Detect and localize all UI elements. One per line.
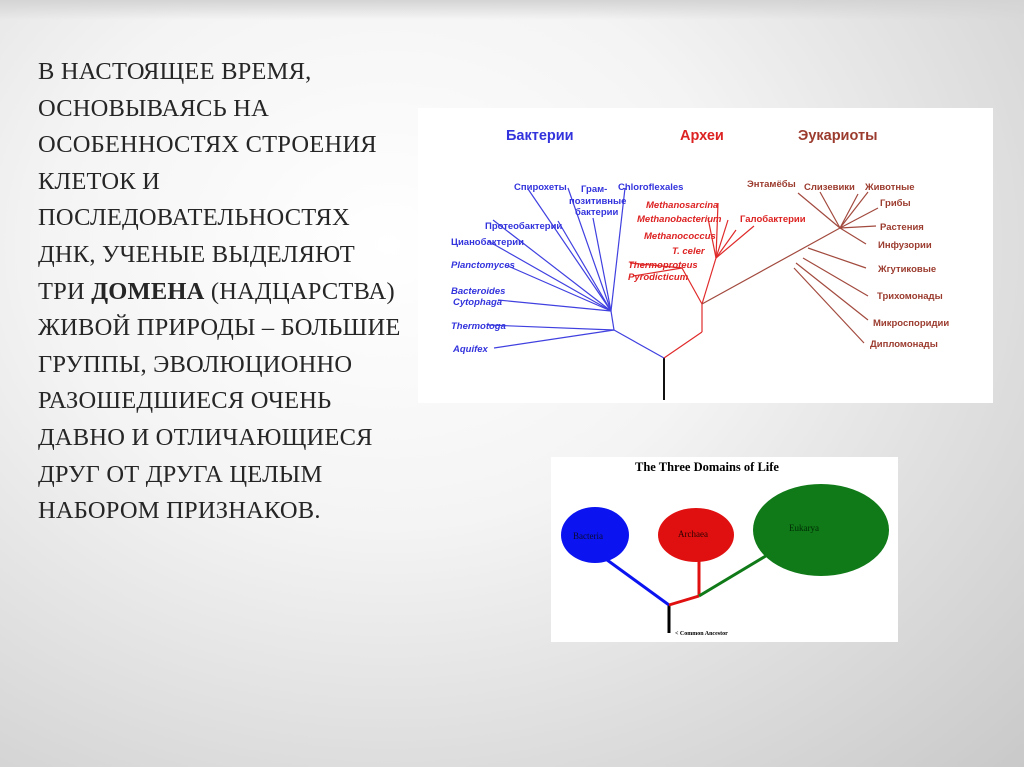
text-line: ГРУППЫ, ЭВОЛЮЦИОННО — [38, 350, 353, 378]
eukarya-domain-label: Eukarya — [789, 523, 819, 533]
label-grampos-2: позитивные — [569, 196, 627, 207]
label-thermotoga: Thermotoga — [451, 321, 506, 332]
label-infusoria: Инфузории — [878, 240, 932, 251]
label-aquifex: Aquifex — [453, 344, 488, 355]
label-tceler: T. celer — [672, 246, 705, 257]
text-line: ДРУГ ОТ ДРУГА ЦЕЛЫМ — [38, 460, 323, 488]
domains-title: The Three Domains of Life — [635, 460, 779, 474]
archaea-domain-label: Archaea — [678, 529, 708, 539]
text-line-with-emphasis — [38, 274, 418, 311]
heading-eukarya: Эукариоты — [798, 128, 878, 144]
label-planctomyces: Planctomyces — [451, 260, 515, 271]
heading-archaea: Археи — [680, 128, 724, 144]
label-cyanobacteria: Цианобактерии — [451, 237, 524, 248]
label-entamoeba: Энтамёбы — [747, 179, 796, 190]
label-methanosarcina: Methanosarcina — [646, 200, 719, 211]
text-fragment: ТРИ — [38, 277, 92, 305]
common-ancestor-label: < Common Ancestor — [675, 631, 728, 637]
label-diplomonads: Дипломонады — [870, 339, 938, 350]
eukarya-branch — [699, 554, 769, 596]
text-line: ОСНОВЫВАЯСЬ НА — [38, 94, 269, 122]
text-fragment: (НАДЦАРСТВА) — [204, 277, 395, 305]
text-line: КЛЕТОК И — [38, 167, 161, 195]
bacteria-branch — [603, 557, 669, 605]
three-domains-panel — [551, 457, 898, 642]
label-trichomonads: Трихомонады — [877, 291, 943, 302]
three-domains-diagram — [551, 457, 898, 642]
archaea-stem — [669, 596, 699, 605]
label-flagellates: Жгутиковые — [878, 264, 937, 275]
emphasized-term: ДОМЕНА — [91, 277, 205, 305]
text-line: ОСОБЕННОСТЯХ СТРОЕНИЯ — [38, 131, 377, 159]
text-line: ДАВНО И ОТЛИЧАЮЩИЕСЯ — [38, 423, 373, 451]
top-decorative-band — [0, 0, 1024, 20]
bacteria-domain-label: Bacteria — [573, 531, 603, 541]
text-line: НАБОРОМ ПРИЗНАКОВ. — [38, 497, 321, 525]
text-line: ЖИВОЙ ПРИРОДЫ – БОЛЬШИЕ — [38, 314, 401, 342]
text-line: В НАСТОЯЩЕЕ ВРЕМЯ, — [38, 58, 312, 85]
label-slime-molds: Слизевики — [804, 182, 855, 193]
label-methanococcus: Methanococcus — [644, 231, 716, 242]
label-methanobacterium: Methanobacterium — [637, 214, 722, 225]
text-line: РАЗОШЕДШИЕСЯ ОЧЕНЬ — [38, 387, 332, 415]
label-bacteroides-1: Bacteroides — [451, 286, 506, 297]
label-pyrodicticum: Pyrodicticum — [628, 272, 689, 283]
label-microsporidia: Микроспоридии — [873, 318, 950, 329]
heading-bacteria: Бактерии — [506, 128, 574, 144]
label-grampos-1: Грам- — [581, 184, 608, 195]
eukarya-domain-circle — [753, 484, 889, 576]
label-bacteroides-2: Cytophaga — [453, 297, 503, 308]
text-line: ПОСЛЕДОВАТЕЛЬНОСТЯХ — [38, 204, 350, 232]
label-animals: Животные — [865, 182, 915, 193]
phylogenetic-tree-panel — [418, 108, 993, 403]
label-halobacteria: Галобактерии — [740, 214, 806, 225]
label-plants: Растения — [880, 222, 924, 233]
slide-body-text — [38, 54, 418, 530]
eukarya-labels — [747, 179, 949, 350]
label-grampos-3: бактерии — [575, 207, 619, 218]
label-thermoproteus: Thermoproteus — [628, 260, 698, 271]
label-fungi: Грибы — [880, 198, 911, 209]
label-proteobacteria: Протеобактерии — [485, 221, 563, 232]
phylogenetic-tree-diagram — [418, 108, 993, 403]
text-line: ДНК, УЧЕНЫЕ ВЫДЕЛЯЮТ — [38, 240, 355, 268]
label-chloroflexales: Chloroflexales — [618, 182, 684, 193]
label-spirochetes: Спирохеты — [514, 182, 567, 193]
